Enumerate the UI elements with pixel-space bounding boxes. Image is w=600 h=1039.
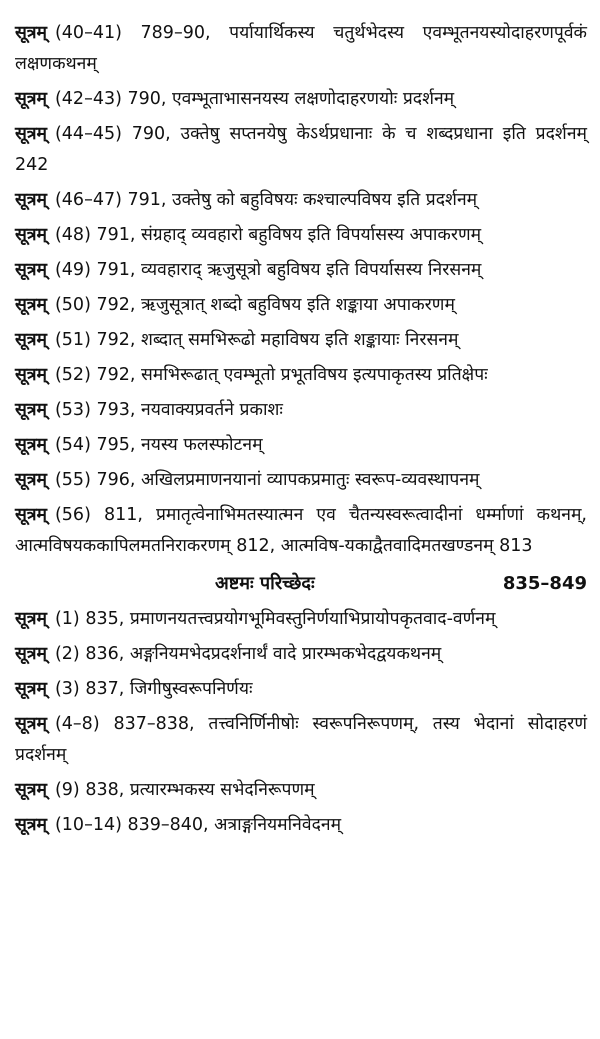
entry-text: (4–8) 837–838, तत्त्वनिर्णिनीषोः स्वरूपनिरूपणम्, तस्य भेदानां सोदाहरणं प्रदर्शनम्: [15, 714, 587, 765]
index-entry: [15, 465, 587, 496]
entry-label: सूत्रम्: [15, 260, 47, 280]
index-entry: [15, 604, 587, 635]
entry-label: सूत्रम्: [15, 470, 47, 490]
entry-label: सूत्रम्: [15, 714, 47, 734]
entry-label: सूत्रम्: [15, 505, 47, 525]
entry-text: (42–43) 790, एवम्भूताभासनयस्य लक्षणोदाहरणयोः प्रदर्शनम्: [54, 89, 455, 109]
entry-label: सूत्रम्: [15, 89, 47, 109]
index-entry: [15, 360, 587, 391]
index-entry: [15, 255, 587, 286]
entries-after-chapter: [15, 604, 587, 841]
index-entry: [15, 119, 587, 181]
entry-label: सूत्रम्: [15, 23, 47, 43]
chapter-heading: [15, 568, 587, 600]
entry-label: सूत्रम्: [15, 124, 47, 144]
entry-label: सूत्रम्: [15, 365, 47, 385]
index-page: [15, 18, 587, 845]
index-entry: [15, 674, 587, 705]
entry-text: (10–14) 839–840, अत्राङ्गनियमनिवेदनम्: [54, 815, 342, 835]
entry-text: (1) 835, प्रमाणनयतत्त्वप्रयोगभूमिवस्तुनिर्णयाभिप्रायोपकृतवाद-वर्णनम्: [54, 609, 496, 629]
entry-label: सूत्रम्: [15, 400, 47, 420]
index-entry: [15, 500, 587, 562]
entry-text: (52) 792, समभिरूढात् एवम्भूतो प्रभूतविषय इत्यपाकृतस्य प्रतिक्षेपः: [54, 365, 488, 385]
chapter-title: अष्टमः परिच्छेदः: [215, 573, 315, 594]
entry-text: (53) 793, नयवाक्यप्रवर्तने प्रकाशः: [54, 400, 283, 420]
index-entry: [15, 639, 587, 670]
entries-before-chapter: [15, 18, 587, 562]
index-entry: [15, 290, 587, 321]
entry-text: (56) 811, प्रमातृत्वेनाभिमतस्यात्मन एव चैतन्यस्वरूत्वादीनां धर्म्माणां कथनम्, आत्मविषयककापिलमतनिराकरणम् 812, आत्मविष-यकाद्वैतवादिमतखण्डनम् 813: [15, 505, 587, 556]
entry-label: सूत्रम्: [15, 609, 47, 629]
index-entry: [15, 325, 587, 356]
index-entry: [15, 84, 587, 115]
entry-label: सूत्रम्: [15, 435, 47, 455]
index-entry: [15, 185, 587, 216]
entry-text: (55) 796, अखिलप्रमाणनयानां व्यापकप्रमातुः स्वरूप-व्यवस्थापनम्: [54, 470, 480, 490]
entry-text: (50) 792, ऋजुसूत्रात् शब्दो बहुविषय इति शङ्काया अपाकरणम्: [54, 295, 455, 315]
entry-label: सूत्रम्: [15, 780, 47, 800]
index-entry: [15, 775, 587, 806]
index-entry: [15, 220, 587, 251]
entry-text: (3) 837, जिगीषुस्वरूपनिर्णयः: [54, 679, 253, 699]
index-entry: [15, 709, 587, 771]
entry-label: सूत्रम्: [15, 815, 47, 835]
chapter-page-range: 835–849: [502, 573, 587, 594]
entry-text: (48) 791, संग्रहाद् व्यवहारो बहुविषय इति विपर्यासस्य अपाकरणम्: [54, 225, 482, 245]
entry-label: सूत्रम्: [15, 644, 47, 664]
entry-label: सूत्रम्: [15, 679, 47, 699]
entry-text: (49) 791, व्यवहाराद् ऋजुसूत्रो बहुविषय इति विपर्यासस्य निरसनम्: [54, 260, 482, 280]
entry-text: (40–41) 789–90, पर्यायार्थिकस्य चतुर्थभेदस्य एवम्भूतनयस्योदाहरणपूर्वकं लक्षणकथनम्: [15, 23, 587, 74]
index-entry: [15, 395, 587, 426]
entry-label: सूत्रम्: [15, 330, 47, 350]
index-entry: [15, 18, 587, 80]
entry-label: सूत्रम्: [15, 225, 47, 245]
entry-text: (51) 792, शब्दात् समभिरूढो महाविषय इति शङ्कायाः निरसनम्: [54, 330, 459, 350]
entry-text: (46–47) 791, उक्तेषु को बहुविषयः कश्चाल्पविषय इति प्रदर्शनम्: [54, 190, 478, 210]
entry-text: (2) 836, अङ्गनियमभेदप्रदर्शनार्थं वादे प्रारम्भकभेदद्वयकथनम्: [54, 644, 442, 664]
entry-text: (9) 838, प्रत्यारम्भकस्य सभेदनिरूपणम्: [54, 780, 315, 800]
entry-text: (54) 795, नयस्य फलस्फोटनम्: [54, 435, 263, 455]
entry-text: (44–45) 790, उक्तेषु सप्तनयेषु केऽर्थप्रधानाः के च शब्दप्रधाना इति प्रदर्शनम् 242: [15, 124, 587, 175]
index-entry: [15, 430, 587, 461]
index-entry: [15, 810, 587, 841]
entry-label: सूत्रम्: [15, 190, 47, 210]
entry-label: सूत्रम्: [15, 295, 47, 315]
